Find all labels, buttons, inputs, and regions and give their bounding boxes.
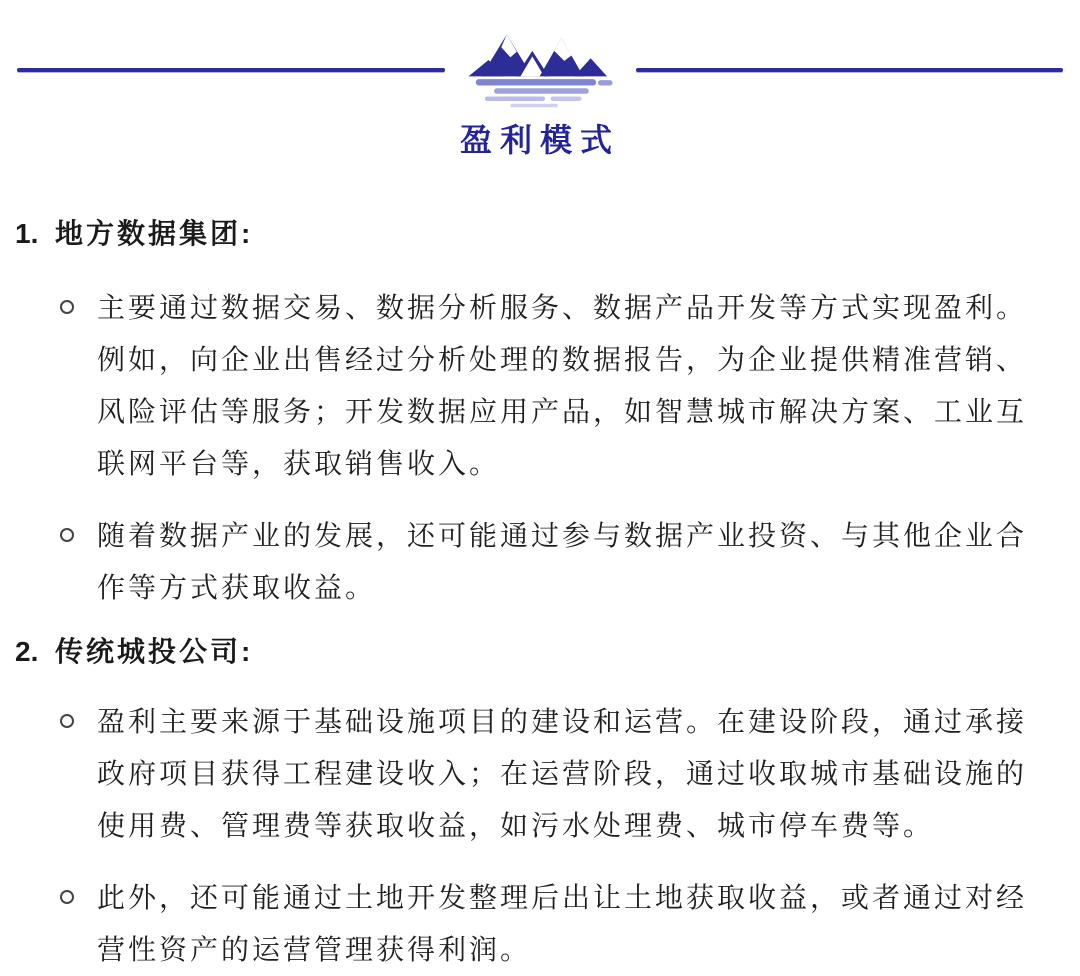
section-header [0,0,1080,162]
decorative-divider [0,28,1080,112]
section-2-title: 传统城投公司: [55,636,254,667]
mountain-lake-icon [463,27,618,114]
circle-bullet-icon [60,300,74,314]
divider-line-left [17,68,445,72]
page-title: 盈利模式 [459,122,620,158]
circle-bullet-icon [60,714,74,728]
section-2-heading [15,634,1040,670]
content [0,216,1080,976]
list-item [15,510,1040,614]
bullet-text: 随着数据产业的发展，还可能通过参与数据产业投资、与其他企业合作等方式获取收益。 [97,520,1028,603]
bullet-text: 此外，还可能通过土地开发整理后出让土地获取收益，或者通过对经营性资产的运营管理获得利润。 [97,882,1028,965]
circle-bullet-icon [60,890,74,904]
bullet-text: 盈利主要来源于基础设施项目的建设和运营。在建设阶段，通过承接政府项目获得工程建设收入；在运营阶段，通过收取城市基础设施的使用费、管理费等获取收益，如污水处理费、城市停车费等。 [97,706,1028,841]
section-1-heading [15,216,1040,252]
circle-bullet-icon [60,528,74,542]
section-1-number: 1. [15,218,39,249]
list-item [15,696,1040,852]
list-item [15,872,1040,976]
bullet-text: 主要通过数据交易、数据分析服务、数据产品开发等方式实现盈利。例如，向企业出售经过分析处理的数据报告，为企业提供精准营销、风险评估等服务；开发数据应用产品，如智慧城市解决方案、工业互联网平台等，获取销售收入。 [97,292,1028,479]
divider-line-right [636,68,1064,72]
list-item [15,282,1040,490]
section-2-number: 2. [15,636,39,667]
section-1-title: 地方数据集团: [55,218,254,249]
